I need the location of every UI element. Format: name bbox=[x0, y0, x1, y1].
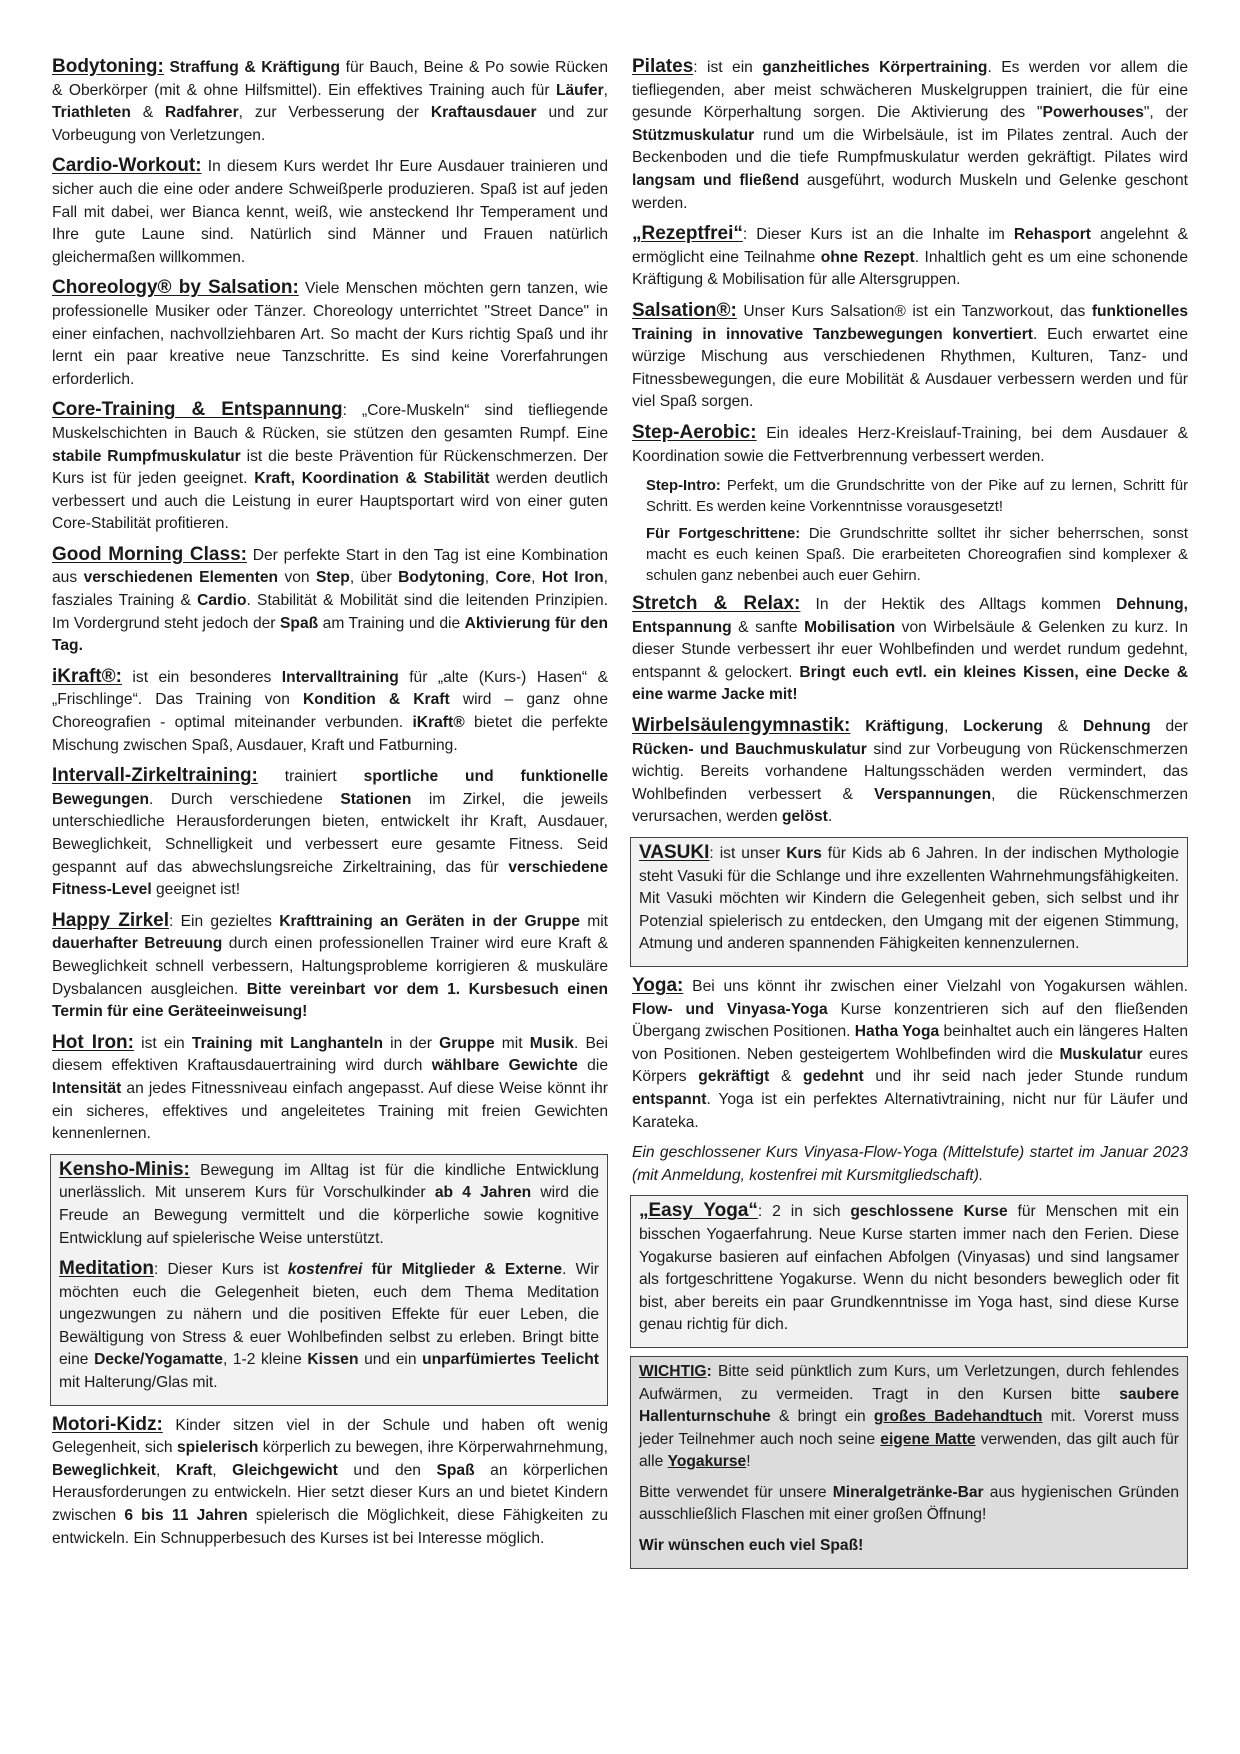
left-column bbox=[52, 56, 608, 1558]
course-text-easyyoga: : 2 in sich geschlossene Kurse für Menschen mit ein bisschen Yogaerfahrung. Neue Kurse starten immer nach den Ferien. Diese Yogakurse basieren auf einfachen Abfolgen (Vinyasas) und sind langsamer als fortgeschrittene Yogakurse. Wenn du nicht besonders beweglich oder fit bist, aber bereits ein paar Grundkenntnisse im Yoga hast, sind diese Kurse genau richtig für dich. bbox=[639, 1203, 1179, 1334]
course-title-hotiron: Hot Iron: bbox=[52, 1031, 134, 1053]
course-text-salsation: Unser Kurs Salsation® ist ein Tanzworkout, das funktionelles Training in innovative Tanzbewegungen konvertiert. Euch erwartet eine würzige Mischung aus verschiedenen Rhythmen, Kulturen, Tanz- und Fitnessbewegungen, die eure Mobilität & Ausdauer verbessern werden und für viel Spaß sorgen. bbox=[632, 302, 1188, 411]
course-title-rezeptfrei: „Rezeptfrei“ bbox=[632, 223, 743, 245]
notice-paragraph-1: WICHTIG: Bitte seid pünktlich zum Kurs, um Verletzungen, durch fehlendes Aufwärmen, zu vermeiden. Tragt in den Kursen bitte saubere Hallenturnschuhe & bringt ein großes Badehandtuch mit. Vorerst muss jeder Teilnehmer auch noch seine eigene Matte verwenden, das gilt auch für alle Yogakurse! bbox=[639, 1362, 1179, 1471]
course-entry-happyzirkel bbox=[52, 910, 608, 1024]
course-text-stretch: In der Hektik des Alltags kommen Dehnung, Entspannung & sanfte Mobilisation von Wirbelsäule & Gelenken zu kurz. In dieser Stunde verbessert ihr euer Wohlbefinden und werdet rundum gedehnt, entspannt & gelockert. Bringt euch evtl. ein kleines Kissen, eine Decke & eine warme Jacke mit! bbox=[632, 596, 1188, 704]
course-text-motori: Kinder sitzen viel in der Schule und haben oft wenig Gelegenheit, sich spielerisch körperlich zu bewegen, ihre Körperwahrnehmung, Beweglichkeit, Kraft, Gleichgewicht und den Spaß an körperlichen Herausforderungen zu entwickeln. Hier setzt dieser Kurs an und bietet Kindern zwischen 6 bis 11 Jahren spielerisch die Möglichkeit, diese Fähigkeiten zu entwickeln. Ein Schnupperbesuch des Kurses ist bei Interesse möglich. bbox=[52, 1416, 609, 1547]
course-title-yoga: Yoga: bbox=[632, 975, 684, 996]
important-notice-box bbox=[630, 1356, 1188, 1569]
easy-yoga-box bbox=[630, 1195, 1188, 1348]
notice-paragraph-3: Wir wünschen euch viel Spaß! bbox=[639, 1537, 864, 1555]
course-entry-rezeptfrei bbox=[632, 223, 1188, 292]
course-title-wirbel: Wirbelsäulengymnastik: bbox=[632, 715, 851, 737]
course-entry-cardio bbox=[52, 155, 608, 269]
course-entry-easyyoga bbox=[639, 1200, 1179, 1337]
course-text-hotiron: ist ein Training mit Langhanteln in der Gruppe mit Musik. Bei diesem effektiven Kraftausdauertraining wird durch wählbare Gewichte die Intensität an jedes Fitnessniveau einfach angepasst. Auf diese Weise könnt ihr ein sicheres, effektives und angeleitetes Training mit freien Gewichten kennenlernen. bbox=[52, 1034, 608, 1143]
course-entry-pilates bbox=[632, 56, 1188, 215]
kids-meditation-box bbox=[50, 1154, 608, 1406]
vasuki-box bbox=[630, 837, 1188, 967]
course-title-easyyoga: „Easy Yoga“ bbox=[639, 1200, 758, 1222]
course-title-cardio: Cardio-Workout: bbox=[52, 155, 202, 177]
course-entry-hotiron bbox=[52, 1032, 608, 1146]
course-text-happyzirkel: : Ein gezieltes Krafttraining an Geräten in der Gruppe mit dauerhafter Betreuung durch einen professionellen Trainer wird eure Kraft & Beweglichkeit schnell verbessern, Haltungsprobleme korrigieren & muskuläre Dysbalancen ausgleichen. Bitte vereinbart vor dem 1. Kursbesuch einen Termin für eine Geräteeinweisung! bbox=[52, 912, 608, 1021]
course-entry-vasuki bbox=[639, 842, 1179, 956]
course-entry-step bbox=[632, 422, 1188, 468]
course-entry-ikraft bbox=[52, 666, 608, 757]
course-text-step: Ein ideales Herz-Kreislauf-Training, bei dem Ausdauer & Koordination sowie die Fettverbrennung verbessert werden. bbox=[632, 424, 1188, 465]
notice-paragraph-2: Bitte verwendet für unsere Mineralgetränke-Bar aus hygienischen Gründen ausschließlich Flaschen mit einer großen Öffnung! bbox=[639, 1483, 1179, 1524]
course-title-happyzirkel: Happy Zirkel bbox=[52, 909, 169, 931]
course-text-wirbel: Kräftigung, Lockerung & Dehnung der Rücken- und Bauchmuskulatur sind zur Vorbeugung von Rückenschmerzen wichtig. Bereits vorhandene Haltungsschäden werden vermindert, das Wohlbefinden verbessert & Verspannungen, die Rückenschmerzen verursachen, werden gelöst. bbox=[632, 718, 1188, 826]
course-text-ikraft: ist ein besonderes Intervalltraining für „alte (Kurs-) Hasen“ & „Frischlinge“. Das Training von Kondition & Kraft wird – ganz ohne Choreografien - optimal miteinander verbunden. iKraft® bietet die perfekte Mischung zwischen Spaß, Ausdauer, Kraft und Fatburning. bbox=[52, 668, 608, 754]
course-entry-motori bbox=[52, 1414, 608, 1551]
course-entry-kensho bbox=[59, 1159, 599, 1250]
course-title-core: Core-Training & Entspannung bbox=[52, 399, 343, 421]
course-entry-intervall bbox=[52, 765, 608, 902]
course-title-choreology: Choreology® by Salsation: bbox=[52, 277, 299, 299]
course-title-pilates: Pilates bbox=[632, 56, 694, 77]
course-text-yoga: Bei uns könnt ihr zwischen einer Vielzahl von Yogakursen wählen. Flow- und Vinyasa-Yoga Kurse konzentrieren sich auf den fließenden Übergang zwischen Positionen. Hatha Yoga beinhaltet auch ein längeres Halten von Positionen. Neben gesteigertem Wohlbefinden wird die Muskulatur eures Körpers gekräftigt & gedehnt und ihr seid nach jeder Stunde rundum entspannt. Yoga ist ein perfektes Alternativtraining, nicht nur für Läufer und Karateka. bbox=[632, 978, 1188, 1131]
course-entry-core bbox=[52, 399, 608, 536]
course-text-pilates: : ist ein ganzheitliches Körpertraining. Es werden vor allem die tiefliegenden, aber meist schwächeren Muskelgruppen trainiert, die für eine gesunde Körperhaltung sorgen. Die Aktivierung des "Powerhouses", der Stützmuskulatur rund um die Wirbelsäule, ist im Pilates zentral. Auch der Beckenboden und die tiefe Rumpfmuskulatur werden gekräftigt. Pilates wird langsam und fließend ausgeführt, wodurch Muskeln und Gelenke geschont werden. bbox=[632, 59, 1188, 212]
course-entry-stretch bbox=[632, 593, 1188, 707]
course-title-step: Step-Aerobic: bbox=[632, 421, 757, 443]
course-text-kensho: Bewegung im Alltag ist für die kindliche Entwicklung unerlässlich. Mit unserem Kurs für Vorschulkinder ab 4 Jahren wird die Freude an Bewegung vermittelt und die körperliche sowie kognitive Entwicklung auf spielerische Weise unterstützt. bbox=[59, 1161, 599, 1247]
course-title-intervall: Intervall-Zirkeltraining: bbox=[52, 765, 258, 787]
course-text-rezeptfrei: : Dieser Kurs ist an die Inhalte im Rehasport angelehnt & ermöglicht eine Teilnahme ohne Rezept. Inhaltlich geht es um eine schonende Kräftigung & Mobilisation für alle Altersgruppen. bbox=[632, 226, 1189, 289]
course-title-ikraft: iKraft®: bbox=[52, 665, 122, 687]
step-sub-stepfort: Für Fortgeschrittene: Die Grundschritte solltet ihr sicher beherrschen, sonst macht es euch keinen Spaß. Die erarbeiteten Choreografien sind komplexer & schulen ganz nebenbei auch euer Gehirn. bbox=[646, 526, 1189, 585]
course-text-bodytoning: Straffung & Kräftigung für Bauch, Beine & Po sowie Rücken & Oberkörper (mit & ohne Hilfsmittel). Ein effektives Training auch für Läufer, Triathleten & Radfahrer, zur Verbesserung der Kraftausdauer und zur Vorbeugung von Verletzungen. bbox=[52, 59, 608, 144]
course-entry-meditation bbox=[59, 1258, 599, 1395]
course-entry-choreology bbox=[52, 277, 608, 391]
course-title-kensho: Kensho-Minis: bbox=[59, 1158, 190, 1180]
course-text-meditation: : Dieser Kurs ist kostenfrei für Mitglieder & Externe. Wir möchten euch die Gelegenheit bieten, euch dem Thema Meditation ungezwungen zu nähern und die positiven Effekte für euer Leben, die Bewältigung von Stress & euer Wohlbefinden selbst zu erleben. Bringt bitte eine Decke/Yogamatte, 1-2 kleine Kissen und ein unparfümiertes Teelicht mit Halterung/Glas mit. bbox=[59, 1261, 600, 1392]
course-entry-salsation bbox=[632, 300, 1188, 414]
course-text-intervall: trainiert sportliche und funktionelle Bewegungen. Durch verschiedene Stationen im Zirkel, die jeweils unterschiedliche Herausforderungen bieten, entwickelt ihr Kraft, Ausdauer, Beweglichkeit, Schnelligkeit und verbessert eure gesamte Fitness. Seid gespannt auf das abwechslungsreiche Zirkeltraining, das für verschiedene Fitness-Level geeignet ist! bbox=[52, 768, 608, 899]
course-text-vasuki: : ist unser Kurs für Kids ab 6 Jahren. In der indischen Mythologie steht Vasuki für die Schlange und ihre exzellenten Wahrnehmungsfähigkeiten. Mit Vasuki möchten wir Kindern die Gelegenheit geben, sich selbst und ihr Potenzial spielerisch zu entdecken, den Umgang mit der eigenen Stimmung, Atmung und anderen spannenden Fähigkeiten kennenzulernen. bbox=[639, 845, 1179, 953]
course-title-bodytoning: Bodytoning: bbox=[52, 56, 164, 77]
course-title-meditation: Meditation bbox=[59, 1258, 154, 1280]
yoga-note: Ein geschlossener Kurs Vinyasa-Flow-Yoga (Mittelstufe) startet im Januar 2023 (mit Anmeldung, kostenfrei mit Kursmitgliedschaft). bbox=[632, 1144, 1188, 1184]
course-title-goodmorning: Good Morning Class: bbox=[52, 543, 247, 565]
course-text-core: : „Core-Muskeln“ sind tiefliegende Muskelschichten in Bauch & Rücken, sie stützen den gesamten Rumpf. Eine stabile Rumpfmuskulatur ist die beste Prävention für Rückenschmerzen. Der Kurs ist für jeden geeignet. Kraft, Koordination & Stabilität werden deutlich verbessert und auch die Leistung in eurer Hauptsportart wird von einer guten Core-Stabilität profitieren. bbox=[52, 402, 608, 533]
course-text-choreology: Viele Menschen möchten gern tanzen, wie professionelle Musiker oder Tänzer. Choreology unterrichtet "Street Dance" in einer einfachen, nachvollziehbaren Art. So macht der Kurs richtig Spaß und ihr lernt ein paar kreative neue Tanzschritte. Es sind keine Vorerfahrungen erforderlich. bbox=[52, 280, 608, 388]
course-text-cardio: In diesem Kurs werdet Ihr Eure Ausdauer trainieren und sicher auch die eine oder andere Schweißperle produzieren. Spaß ist auf jeden Fall mit dabei, wer Bianca kennt, weiß, wie ansteckend Ihr Temperament und Ihre gute Laune sind. Natürlich sind Männer und Frauen natürlich gleichermaßen willkommen. bbox=[52, 158, 608, 266]
course-title-stretch: Stretch & Relax: bbox=[632, 593, 801, 615]
course-entry-wirbel bbox=[632, 715, 1188, 829]
course-entry-bodytoning bbox=[52, 56, 608, 147]
course-text-goodmorning: Der perfekte Start in den Tag ist eine Kombination aus verschiedenen Elementen von Step, über Bodytoning, Core, Hot Iron, fasziales Training & Cardio. Stabilität & Mobilität sind die leitenden Prinzipien. Im Vordergrund steht jedoch der Spaß am Training und die Aktivierung für den Tag. bbox=[52, 546, 609, 655]
course-title-vasuki: VASUKI bbox=[639, 842, 710, 864]
course-entry-goodmorning bbox=[52, 544, 608, 658]
course-title-salsation: Salsation®: bbox=[632, 299, 737, 321]
course-title-motori: Motori-Kidz: bbox=[52, 1413, 163, 1435]
right-column bbox=[632, 56, 1188, 1577]
course-entry-yoga bbox=[632, 975, 1188, 1134]
step-sub-stepintro: Step-Intro: Perfekt, um die Grundschritte von der Pike auf zu lernen, Schritt für Schritt. Es werden keine Vorkenntnisse vorausgesetzt! bbox=[646, 478, 1188, 516]
course-descriptions-page bbox=[52, 56, 1188, 1716]
